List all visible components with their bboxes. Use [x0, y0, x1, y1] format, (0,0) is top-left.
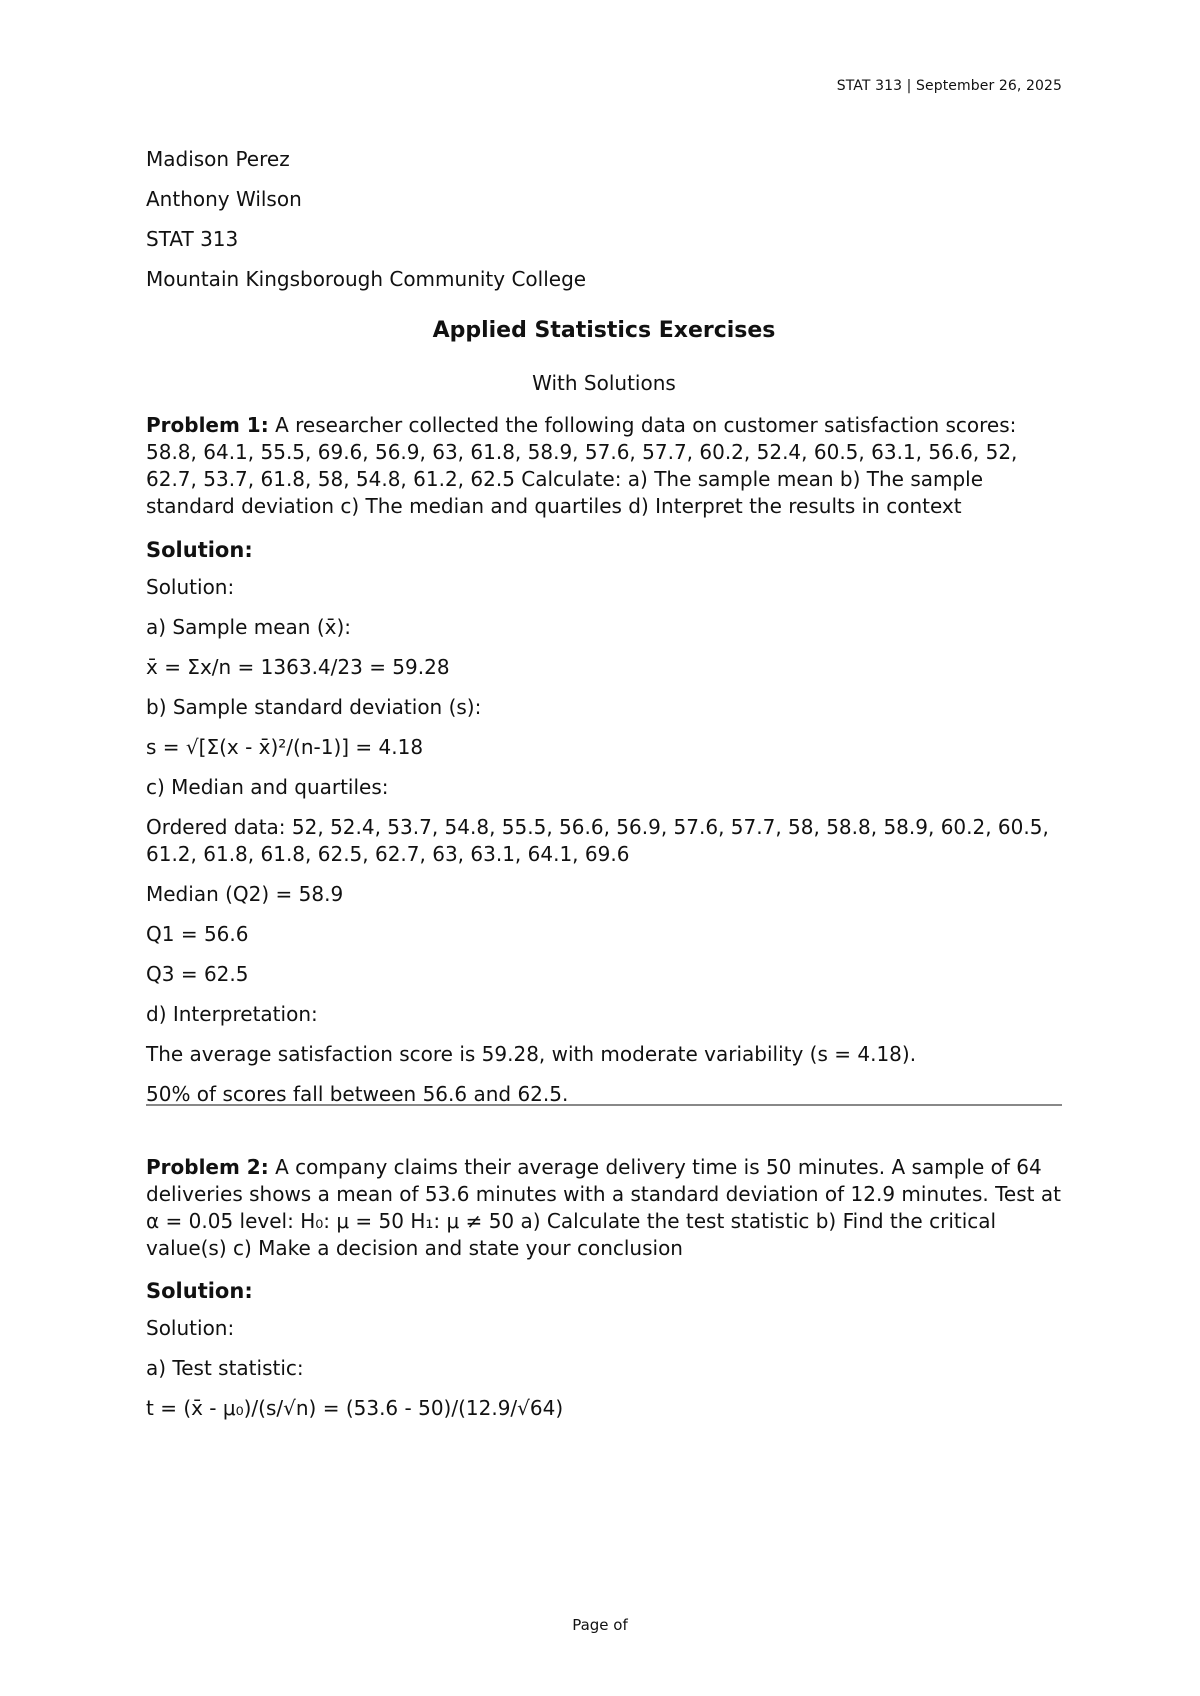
problem-2-solution-steps — [146, 1315, 1062, 1435]
solution-step: s = √[Σ(x - x̄)²/(n-1)] = 4.18 — [146, 735, 424, 759]
solution-step: Solution: — [146, 575, 235, 599]
problem-1-solution-heading-wrap — [146, 537, 1062, 564]
solution-step: c) Median and quartiles: — [146, 775, 389, 799]
problem-1-statement — [146, 412, 1062, 520]
solution-step: The average satisfaction score is 59.28, with moderate variability (s = 4.18). — [146, 1042, 917, 1066]
solution-step: d) Interpretation: — [146, 1002, 318, 1026]
course-line: STAT 313 — [146, 227, 239, 251]
problem-2-solution-heading: Solution: — [146, 1279, 253, 1303]
solution-step: Ordered data: 52, 52.4, 53.7, 54.8, 55.5, 56.6, 56.9, 57.6, 57.7, 58, 58.8, 58.9, 60.2, 60.5, 61.2, 61.8, 61.8, 62.5, 62.7, 63, 63.1, 64.1, 69.6 — [146, 815, 1049, 866]
solution-step: b) Sample standard deviation (s): — [146, 695, 482, 719]
document-subtitle: With Solutions — [532, 371, 676, 395]
author-block — [146, 146, 1062, 306]
problem-1-solution-steps — [146, 574, 1062, 1121]
solution-step: Q1 = 56.6 — [146, 922, 249, 946]
solution-step: t = (x̄ - μ₀)/(s/√n) = (53.6 - 50)/(12.9/√64) — [146, 1396, 564, 1420]
solution-step: Solution: — [146, 1316, 235, 1340]
solution-step: Q3 = 62.5 — [146, 962, 249, 986]
solution-step: a) Sample mean (x̄): — [146, 615, 352, 639]
problem-2-statement — [146, 1154, 1062, 1262]
problem-2-solution-heading-wrap — [146, 1278, 1062, 1305]
solution-step: a) Test statistic: — [146, 1356, 304, 1380]
page-header: STAT 313 | September 26, 2025 — [836, 78, 1062, 94]
solution-step: x̄ = Σx/n = 1363.4/23 = 59.28 — [146, 655, 450, 679]
problem-2-label: Problem 2: — [146, 1155, 269, 1179]
problem-2-text: A company claims their average delivery time is 50 minutes. A sample of 64 deliveries shows a mean of 53.6 minutes with a standard deviation of 12.9 minutes. Test at α = 0.05 level: H₀: μ = 50 H₁: μ ≠ 50 a) Calculate the test statistic b) Find the critical value(s) c) Make a decision and state your conclusion — [146, 1155, 1061, 1260]
section-divider — [146, 1104, 1062, 1106]
problem-1-text: A researcher collected the following data on customer satisfaction scores: 58.8, 64.1, 55.5, 69.6, 56.9, 63, 61.8, 58.9, 57.6, 57.7, 60.2, 52.4, 60.5, 63.1, 56.6, 52, 62.7, 53.7, 61.8, 58, 54.8, 61.2, 62.5 Calculate: a) The sample mean b) The sample standard deviation c) The median and quartiles d) Interpret the results in context — [146, 413, 1018, 518]
solution-step: Median (Q2) = 58.9 — [146, 882, 344, 906]
problem-2 — [146, 1154, 1062, 1262]
problem-1 — [146, 412, 1062, 520]
author-line: Anthony Wilson — [146, 187, 302, 211]
document-title: Applied Statistics Exercises — [432, 318, 776, 343]
problem-1-solution-heading: Solution: — [146, 538, 253, 562]
solution-step: 50% of scores fall between 56.6 and 62.5. — [146, 1082, 569, 1106]
page-footer: Page of — [572, 1616, 628, 1634]
author-line: Madison Perez — [146, 147, 290, 171]
problem-1-label: Problem 1: — [146, 413, 269, 437]
institution-line: Mountain Kingsborough Community College — [146, 267, 587, 291]
